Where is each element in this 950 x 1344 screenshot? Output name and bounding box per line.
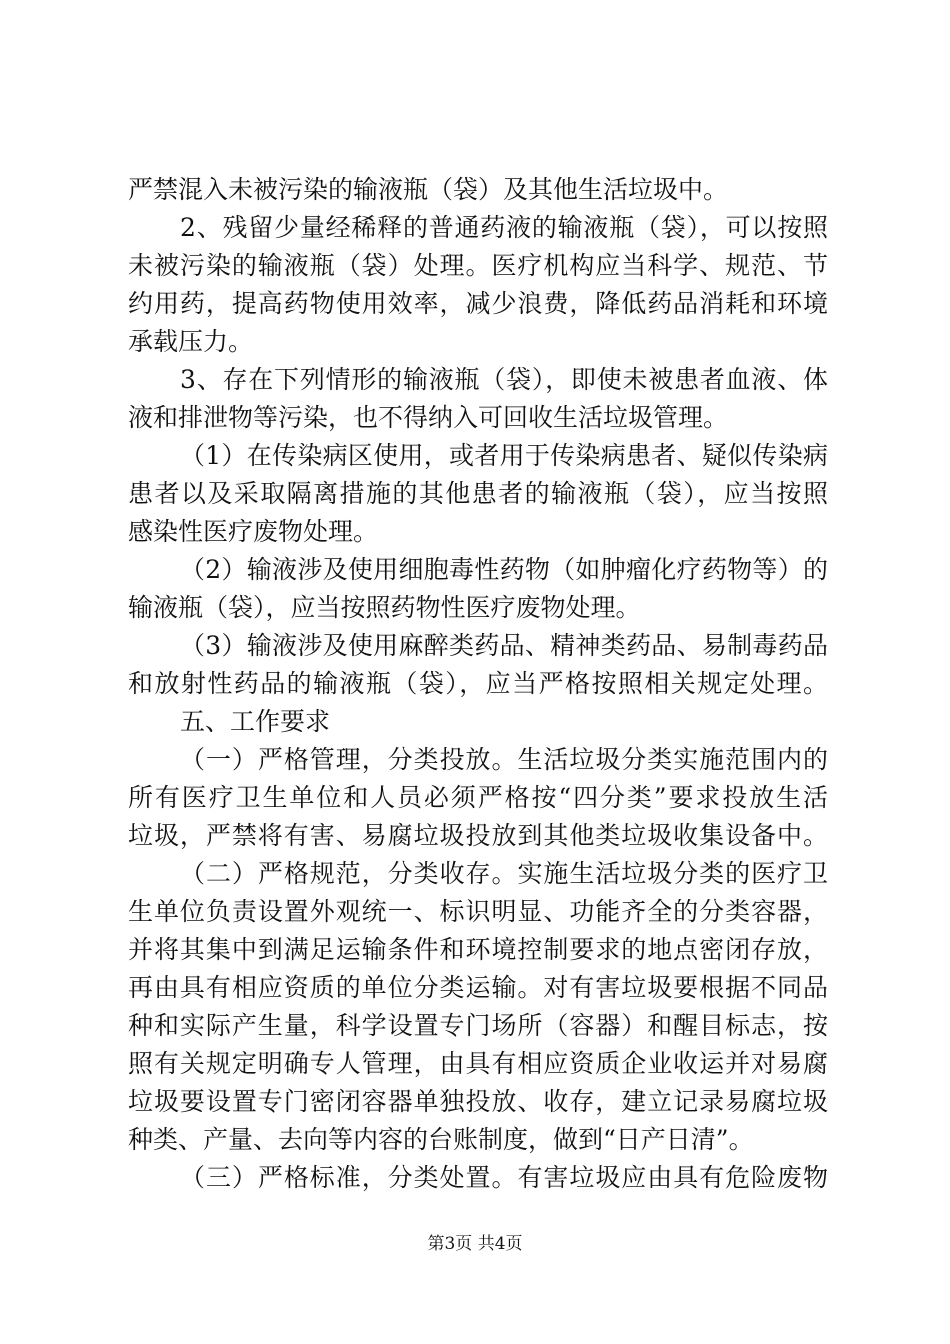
text-line-2: 2、残留少量经稀释的普通药液的输液瓶（袋），可以按照 [180, 213, 828, 242]
text-line-21: 并将其集中到满足运输条件和环境控制要求的地点密闭存放， [128, 935, 828, 964]
text-line-17: 所有医疗卫生单位和人员必须严格按“四分类”要求投放生活 [128, 783, 828, 812]
text-line-4: 约用药，提高药物使用效率，减少浪费，降低药品消耗和环境 [128, 289, 828, 318]
text-line-20: 生单位负责设置外观统一、标识明显、功能齐全的分类容器， [128, 897, 828, 926]
text-line-22: 再由具有相应资质的单位分类运输。对有害垃圾要根据不同品 [128, 973, 828, 1002]
text-line-14: 和放射性药品的输液瓶（袋），应当严格按照相关规定处理。 [128, 669, 828, 698]
text-line-1: 严禁混入未被污染的输液瓶（袋）及其他生活垃圾中。 [128, 175, 729, 204]
text-line-25: 垃圾要设置专门密闭容器单独投放、收存，建立记录易腐垃圾 [128, 1087, 828, 1116]
text-line-26: 种类、产量、去向等内容的台账制度，做到“日产日清”。 [128, 1125, 754, 1154]
text-line-10: 感染性医疗废物处理。 [128, 517, 379, 546]
text-line-16: （一）严格管理，分类投放。生活垃圾分类实施范围内的 [180, 745, 828, 774]
text-line-7: 液和排泄物等污染，也不得纳入可回收生活垃圾管理。 [128, 403, 729, 432]
text-line-24: 照有关规定明确专人管理，由具有相应资质企业收运并对易腐 [128, 1049, 828, 1078]
text-line-8: （1）在传染病区使用，或者用于传染病患者、疑似传染病 [180, 441, 828, 470]
page-number: 第3页 共4页 [427, 1234, 523, 1254]
text-line-23: 种和实际产生量，科学设置专门场所（容器）和醒目标志，按 [128, 1011, 828, 1040]
text-line-18: 垃圾，严禁将有害、易腐垃圾投放到其他类垃圾收集设备中。 [128, 821, 828, 850]
text-line-5: 承载压力。 [128, 327, 254, 356]
text-line-11: （2）输液涉及使用细胞毒性药物（如肿瘤化疗药物等）的 [180, 555, 828, 584]
text-line-3: 未被污染的输液瓶（袋）处理。医疗机构应当科学、规范、节 [128, 251, 828, 280]
text-line-12: 输液瓶（袋），应当按照药物性医疗废物处理。 [128, 593, 641, 622]
section-heading-5: 五、工作要求 [180, 707, 331, 736]
text-line-19: （二）严格规范，分类收存。实施生活垃圾分类的医疗卫 [180, 859, 828, 888]
text-line-13: （3）输液涉及使用麻醉类药品、精神类药品、易制毒药品 [180, 631, 828, 660]
text-line-6: 3、存在下列情形的输液瓶（袋），即使未被患者血液、体 [180, 365, 828, 394]
text-line-9: 患者以及采取隔离措施的其他患者的输液瓶（袋），应当按照 [128, 479, 828, 508]
text-line-27: （三）严格标准，分类处置。有害垃圾应由具有危险废物 [180, 1163, 828, 1192]
